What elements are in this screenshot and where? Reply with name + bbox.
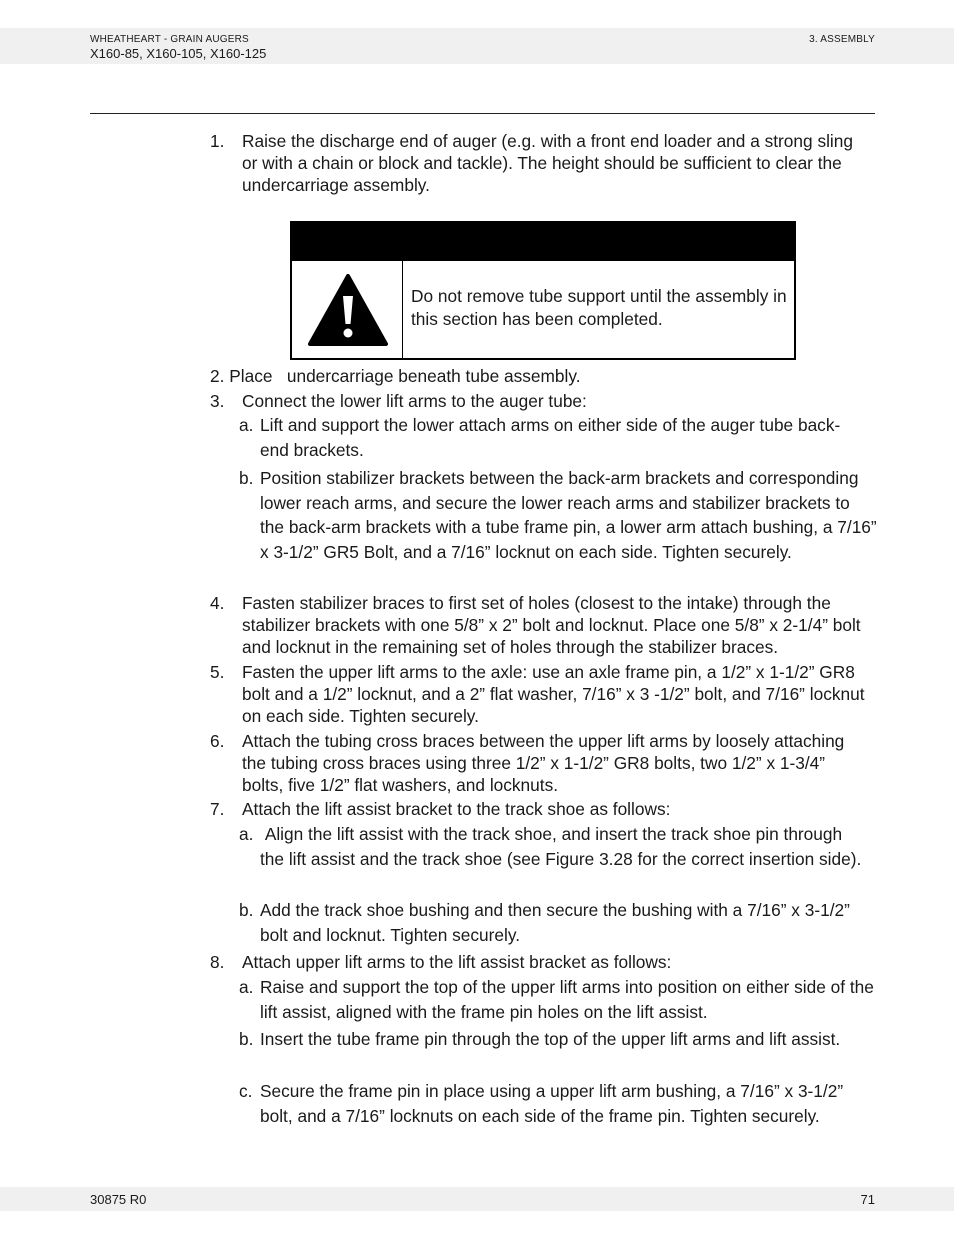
step-7a-label: a.	[239, 824, 254, 844]
step-8-number: 8.	[210, 952, 225, 972]
step-3-number: 3.	[210, 391, 225, 411]
step-4-text: Fasten stabilizer braces to first set of holes (closest to the intake) through the stabilizer brackets with one 5/8” x 2” bolt and locknut. Place one 5/8” x 2-1/4” bolt and locknut in the remaining set of holes through the stabilizer braces.	[242, 593, 861, 657]
step-5-text: Fasten the upper lift arms to the axle: use an axle frame pin, a 1/2” x 1-1/2” GR8 bolt and a 1/2” locknut, and a 2” flat washer, 7/16” x 3 -1/2” bolt, and 7/16” locknut on each side. Tighten securely.	[242, 662, 865, 726]
step-7-number: 7.	[210, 799, 225, 819]
step-3a-label: a.	[239, 415, 254, 435]
step-8a-text: Raise and support the top of the upper lift arms into position on either side of the lift assist, aligned with the frame pin holes on the lift assist.	[260, 977, 874, 1022]
step-8c-text: Secure the frame pin in place using a upper lift arm bushing, a 7/16” x 3-1/2” bolt, and a 7/16” locknuts on each side of the frame pin. Tighten securely.	[260, 1081, 844, 1126]
caution-text: Do not remove tube support until the assembly in this section has been completed.	[411, 286, 787, 329]
step-3a-text: Lift and support the lower attach arms on either side of the auger tube back-end brackets.	[260, 415, 841, 460]
step-7b-text: Add the track shoe bushing and then secure the bushing with a 7/16” x 3-1/2” bolt and locknut. Tighten securely.	[260, 900, 850, 945]
step-1-number: 1.	[210, 131, 225, 151]
step-4-number: 4.	[210, 593, 225, 613]
caution-header-bar	[292, 223, 794, 261]
warning-triangle-icon	[306, 272, 390, 348]
header-models: X160-85, X160-105, X160-125	[90, 46, 267, 61]
step-7-text: Attach the lift assist bracket to the track shoe as follows:	[242, 799, 671, 819]
header-section: 3. ASSEMBLY	[809, 34, 875, 45]
step-5-number: 5.	[210, 662, 225, 682]
footer-page-number: 71	[860, 1192, 875, 1207]
caution-box	[290, 221, 796, 360]
step-8a-label: a.	[239, 977, 254, 997]
step-6-text: Attach the tubing cross braces between the upper lift arms by loosely attaching the tubing cross braces using three 1/2” x 1-1/2” GR8 bolts, two 1/2” x 1-3/4” bolts, five 1/2” flat washers, and locknuts.	[242, 731, 845, 795]
step-8c-label: c.	[239, 1081, 253, 1101]
header-rule	[90, 113, 875, 114]
header-title: WHEATHEART - GRAIN AUGERS	[90, 34, 249, 45]
step-1-text: Raise the discharge end of auger (e.g. with a front end loader and a strong sling or with a chain or block and tackle). The height should be sufficient to clear the undercarriage assembly.	[242, 131, 853, 195]
footer-doc-number: 30875 R0	[90, 1192, 147, 1207]
step-8-text: Attach upper lift arms to the lift assist bracket as follows:	[242, 952, 672, 972]
step-3b-text: Position stabilizer brackets between the back-arm brackets and corresponding lower reach arms, and secure the lower reach arms and stabilizer brackets to the back-arm brackets with a tube frame pin, a lower arm attach bushing, a 7/16” x 3-1/2” GR5 Bolt, and a 7/16” locknut on each side. Tighten securely.	[260, 468, 877, 562]
step-8b-text: Insert the tube frame pin through the top of the upper lift arms and lift assist.	[260, 1029, 841, 1049]
step-3b-label: b.	[239, 468, 254, 488]
caution-icon-cell	[292, 261, 403, 358]
step-7a-text: Align the lift assist with the track shoe, and insert the track shoe pin through the lift assist and the track shoe (see Figure 3.28 for the correct insertion side).	[260, 824, 862, 869]
step-2-text: 2. Place undercarriage beneath tube assembly.	[210, 366, 581, 386]
step-6-number: 6.	[210, 731, 225, 751]
step-3-text: Connect the lower lift arms to the auger tube:	[242, 391, 587, 411]
step-8b-label: b.	[239, 1029, 254, 1049]
step-7b-label: b.	[239, 900, 254, 920]
